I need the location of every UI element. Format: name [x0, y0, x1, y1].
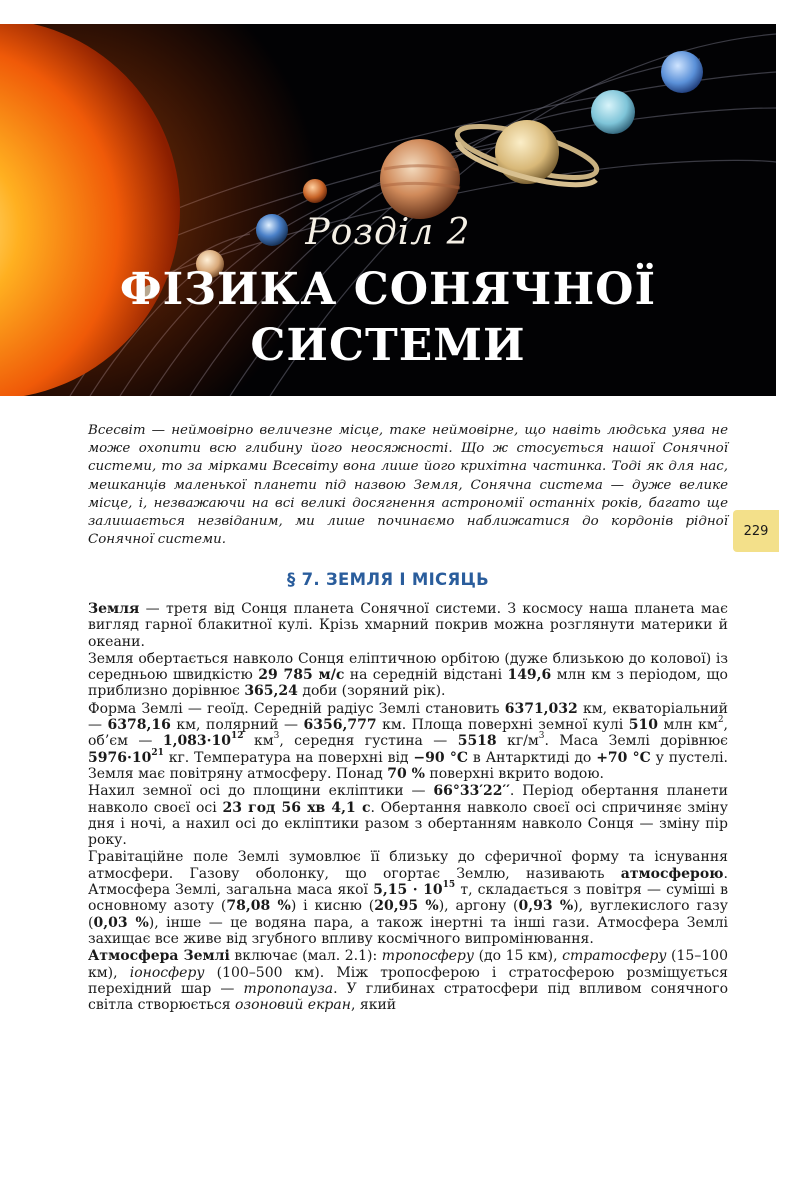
paragraph-4: Нахил земної осі до площини екліптики — 66°33′22′′. Період обертання планети навколо своєї осі 23 год 56 хв 4,1 с. Обертання навколо своєї осі спричиняє зміну дня і ночі, а нахил осі до екліптики разом з обертанням навколо Сонця — зміну пір року. — [88, 783, 729, 849]
paragraph-2: Земля обертається навколо Сонця еліптичною орбітою (дуже близькою до колової) із середньою швидкістю 29 785 м/с на середній відстані 149,6 млн км з періодом, що приблизно дорівнює 365,24 доби (зоряний рік). — [88, 650, 728, 700]
equatorial-radius: 6378,16 — [107, 717, 171, 734]
polar-radius: 6356,777 — [303, 717, 377, 734]
orbital-distance: 149,6 — [507, 667, 552, 684]
chapter-title-line2: СИСТЕМИ — [250, 320, 526, 371]
mean-radius: 6371,032 — [504, 700, 578, 717]
min-temperature: −90 °С — [413, 749, 469, 766]
volume: $1,083\cdot 10^{12}$ — [162, 731, 244, 750]
section-title: § 7. ЗЕМЛЯ І МІСЯЦЬ — [287, 570, 489, 589]
atmosphere-mass: $5,15 \cdot 10^{15}$ — [373, 880, 456, 899]
chapter-intro: Всесвіт — неймовірно величезне місце, таке неймовірне, що навіть людська уява не може охопити всю глибину його неосяжності. Що ж стосується нашої Сонячної системи, то за мірками Всесвіту вона лише його крихітна частинка. Тоді як для нас, мешканців маленької планети під назвою Земля, Сонячна система — дуже велике місце, і, незважаючи на всі великі досягнення астрономії останніх років, багато ще залишається незвіданим, ми лише починаємо наближатися до кордонів рідної Сонячної системи. — [88, 423, 728, 548]
mass: $5976\cdot 10^{21}$ — [88, 747, 164, 766]
paragraph-5: Гравітаційне поле Землі зумовлює її близьку до сферичної форму та існування атмосфери. Газову оболонку, що огортає Землю, називають атмосферою. Атмосфера Землі, загальна маса якої $5,15 \cdot 10^{15}$ т, складається з повітря — суміші в основному азоту (78,08 %) і кисню (20,95 %), аргону (0,93 %), вуглекислого газу (0,03 %), інше — це водяна пара, а також інертні та інші гази. Атмосфера Землі захищає все живе від згубного впливу космічного випромінювання. — [88, 849, 729, 947]
page-number-tab — [733, 510, 779, 552]
paragraph-6: Атмосфера Землі включає (мал. 2.1): тропосферу (до 15 км), стратосферу (15–100 км), іоносферу (100–500 км). Між тропосферою і стратосферою розміщується перехідний шар — тропопауза. У глибинах стратосфери під впливом сонячного світла створюється озоновий екран, який — [88, 948, 728, 1014]
axial-tilt: 66°33′22′′ — [433, 783, 510, 800]
paragraph-3: Форма Землі — геоїд. Середній радіус Землі становить 6371,032 км, екваторіальний — 6378,16 км, полярний — 6356,777 км. Площа поверхні земної кулі 510 млн $км^2$, об’єм — $1,083\cdot 10^{12}$ $км^3$, середня густина — 5518 $кг/м^3$. Маса Землі дорівнює $5976\cdot 10^{21}$ кг. Температура на поверхні від −90 °С в Антарктиді до +70 °С у пустелі. Земля має повітряну атмосферу. Понад 70 % поверхні вкрито водою. — [88, 700, 728, 782]
orbital-period: 365,24 — [244, 683, 298, 700]
term-earth-atmosphere: Атмосфера Землі — [88, 948, 230, 965]
water-coverage: 70 % — [387, 765, 425, 782]
section-body — [88, 601, 728, 1014]
term-atmosphere: атмосферою — [620, 865, 724, 882]
density: 5518 — [457, 733, 497, 750]
surface-area: 510 — [628, 717, 658, 734]
paragraph-1: Земля — третя від Сонця планета Сонячної системи. З космосу наша планета має вигляд гарної блакитної кулі. Крізь хмарний покрив можна розглянути материки й океани. — [88, 601, 728, 650]
max-temperature: +70 °С — [596, 749, 651, 766]
chapter-banner — [0, 24, 776, 396]
term-earth: Земля — [88, 601, 140, 617]
chapter-title-line1: ФІЗИКА СОНЯЧНОЇ — [119, 264, 657, 315]
rotation-period: 23 год 56 хв 4,1 с — [222, 799, 371, 816]
page-number: 229 — [743, 523, 769, 539]
chapter-label: Розділ 2 — [305, 212, 471, 253]
orbital-speed: 29 785 м/с — [258, 667, 345, 684]
